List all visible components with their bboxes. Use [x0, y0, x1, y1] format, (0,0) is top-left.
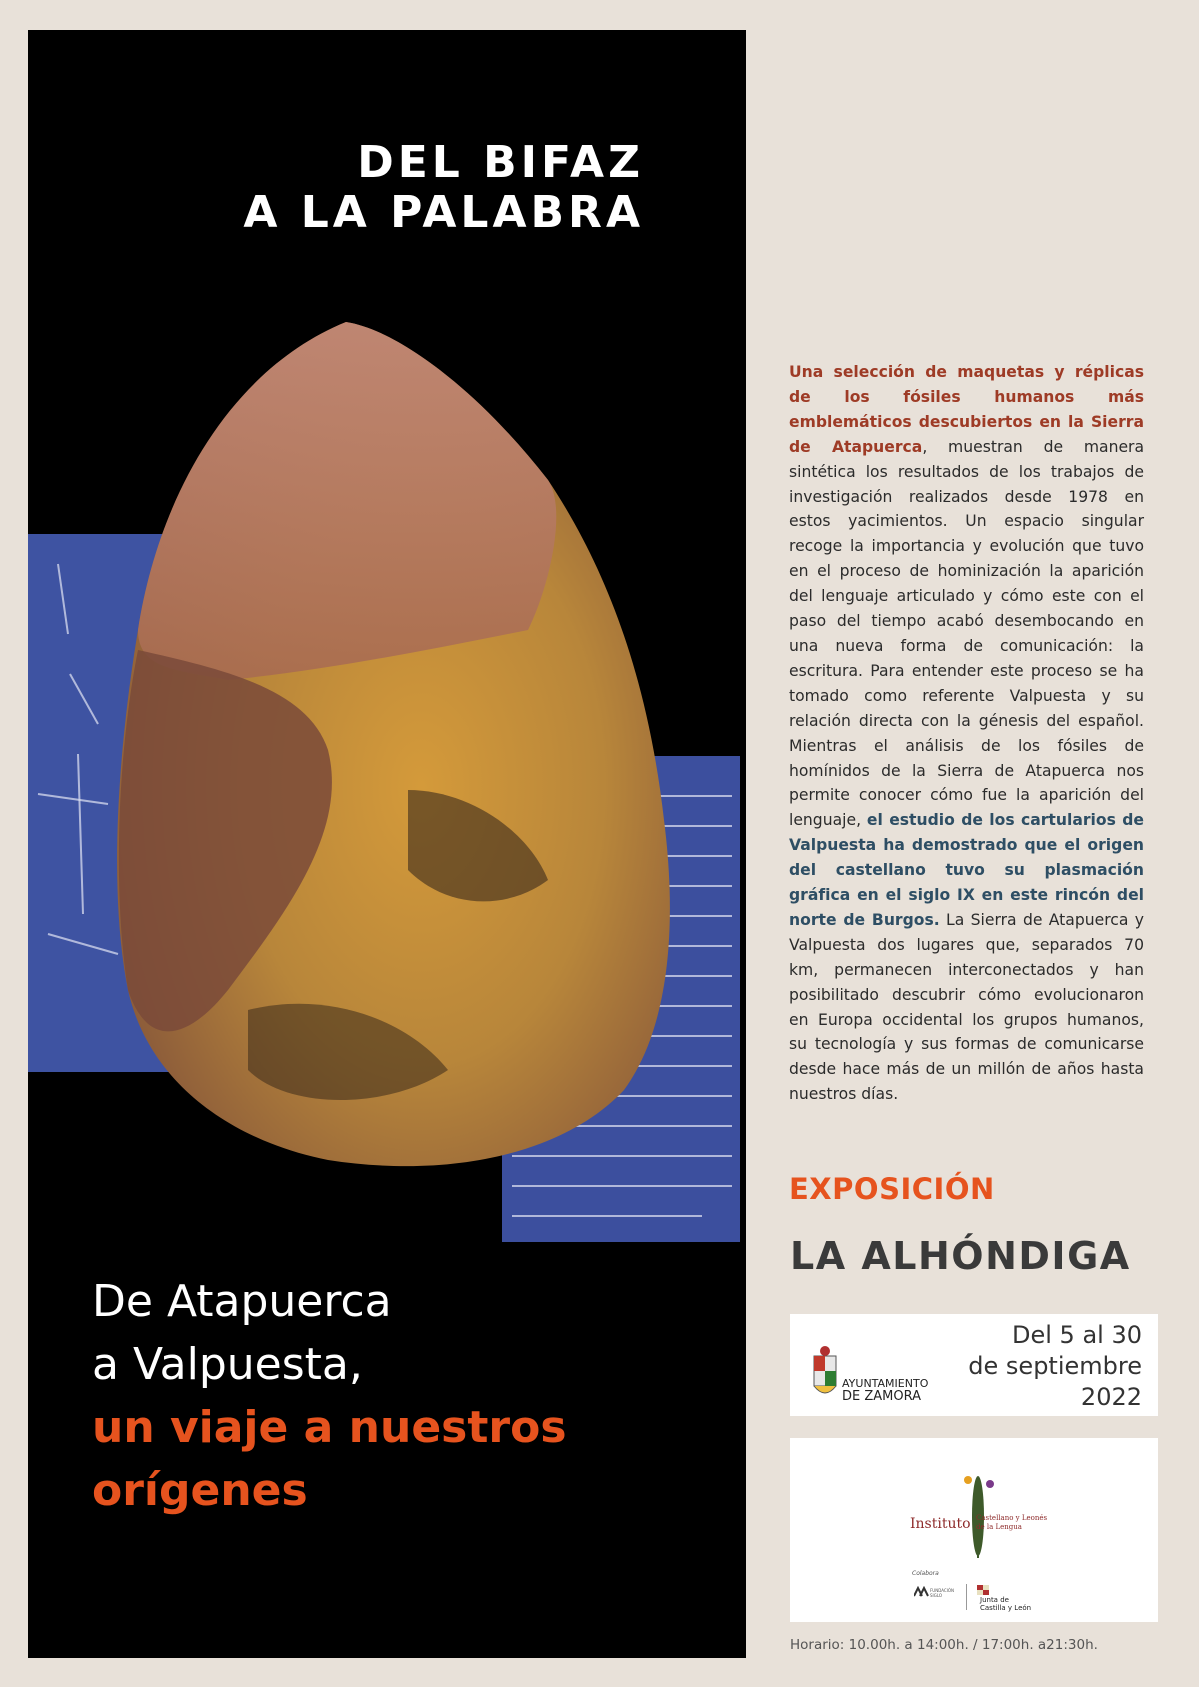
colabora-label: Colabora [912, 1570, 939, 1577]
ayuntamiento-line-2: DE ZAMORA [842, 1389, 922, 1404]
ayuntamiento-label [842, 1377, 928, 1403]
description-highlight-middle: el estudio de los cartularios de Valpuesta ha demostrado que el origen del castellano tuvo su plasmación gráfica en el siglo IX en este rincón del norte de Burgos. [789, 811, 1144, 929]
title-line-1: DEL BIFAZ [357, 137, 644, 188]
subtitle-line-1: De Atapuerca [92, 1276, 392, 1327]
sponsor-divider [966, 1584, 967, 1610]
venue-name: LA ALHÓNDIGA [790, 1234, 1131, 1278]
date-line-3: 2022 [1080, 1383, 1142, 1411]
zamora-coat-of-arms-icon [808, 1344, 842, 1404]
date-line-2: de septiembre [968, 1352, 1142, 1380]
instituto-subtitle [976, 1514, 1047, 1532]
date-line-1: Del 5 al 30 [1012, 1321, 1142, 1349]
junta-label [980, 1596, 1031, 1612]
poster-title [243, 138, 644, 238]
exhibition-description [789, 360, 1144, 1107]
junta-coat-of-arms-icon [976, 1584, 990, 1596]
fundacion-label [930, 1588, 954, 1598]
poster-panel [28, 30, 746, 1658]
date-card [790, 1314, 1158, 1416]
subtitle-line-3: un viaje a nuestros [92, 1402, 567, 1453]
junta-line-1: Junta de [980, 1596, 1009, 1604]
junta-line-2: Castilla y León [980, 1604, 1032, 1612]
opening-hours: Horario: 10.00h. a 14:00h. / 17:00h. a21:30h. [790, 1637, 1098, 1653]
exhibition-dates [968, 1320, 1142, 1413]
instituto-sub-2: de la Lengua [976, 1523, 1022, 1531]
subtitle-line-4: orígenes [92, 1465, 308, 1516]
sponsors-card [790, 1438, 1158, 1622]
description-part-1: , muestran de manera sintética los resultados de los trabajos de investigación realizados desde 1978 en estos yacimientos. Un espacio singular recoge la importancia y evolución que tuvo en el proceso de hominización la aparición del lenguaje articulado y cómo este con el paso del tiempo acabó desembocando en una nueva forma de comunicación: la escritura. Para entender este proceso se ha tomado como referente Valpuesta y su relación directa con la génesis del español. Mientras el análisis de los fósiles de homínidos de la Sierra de Atapuerca nos permite conocer cómo fue la aparición del lenguaje, [789, 437, 1145, 830]
instituto-cypress-logo-icon [908, 1468, 1028, 1558]
fundacion-line-1: FUNDACIÓN [930, 1588, 955, 1593]
description-part-2: La Sierra de Atapuerca y Valpuesta dos lugares que, separados 70 km, permanecen interconectados y han posibilitado descubrir cómo evolucionaron en Europa occidental los grupos humanos, su tecnología y sus formas de comunicarse desde hace más de un millón de años hasta nuestros días. [789, 910, 1145, 1104]
poster-subtitle [92, 1270, 712, 1522]
fundacion-logo-icon [914, 1586, 930, 1598]
description-highlight-intro: Una selección de maquetas y réplicas de los fósiles humanos más emblemáticos descubiertos en la Sierra de Atapuerca [789, 363, 1144, 456]
subtitle-line-2: a Valpuesta, [92, 1339, 363, 1390]
exhibition-label: EXPOSICIÓN [789, 1172, 995, 1206]
instituto-sub-1: Castellano y Leonés [976, 1514, 1048, 1522]
fundacion-line-2: SIGLO [930, 1593, 943, 1598]
title-line-2: A LA PALABRA [243, 187, 644, 238]
instituto-word: Instituto [910, 1516, 971, 1532]
ayuntamiento-line-1: AYUNTAMIENTO [842, 1377, 929, 1390]
